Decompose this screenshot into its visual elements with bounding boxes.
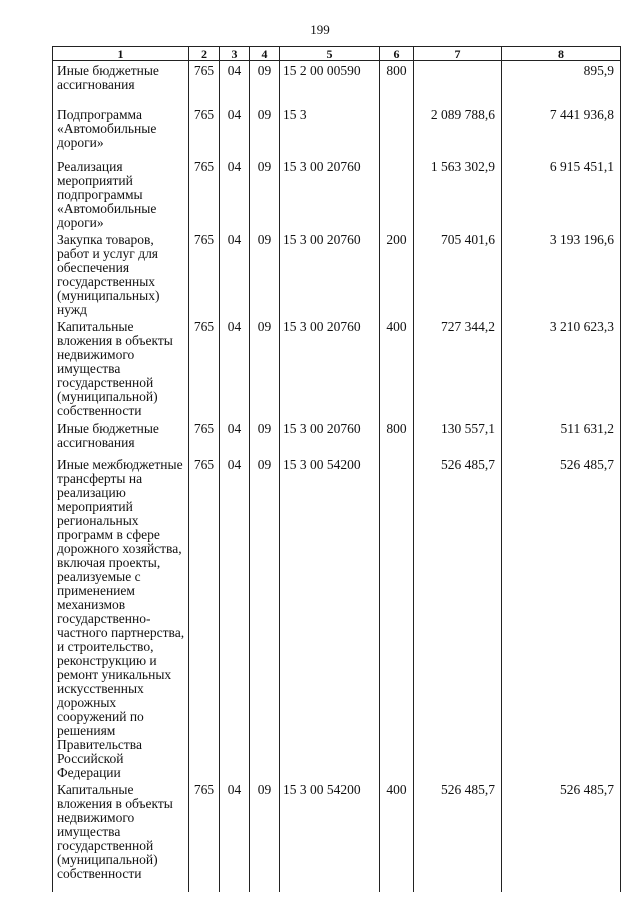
cell-col4: 09 [250, 61, 280, 105]
cell-col6 [380, 157, 414, 230]
row-name: Реализация мероприятий подпрограммы «Автомобильные дороги» [53, 157, 189, 230]
cell-col4: 09 [250, 419, 280, 455]
cell-col6: 800 [380, 419, 414, 455]
cell-col2: 765 [189, 105, 220, 157]
table-row [53, 157, 621, 230]
row-name: Закупка товаров, работ и услуг для обеспечения государственных (муниципальных) нужд [53, 230, 189, 317]
row-name: Иные бюджетные ассигнования [53, 419, 189, 455]
cell-col4: 09 [250, 157, 280, 230]
cell-col3: 04 [220, 780, 250, 892]
table-row [53, 419, 621, 455]
table-row [53, 780, 621, 892]
cell-col3: 04 [220, 230, 250, 317]
cell-col2: 765 [189, 230, 220, 317]
cell-col4: 09 [250, 780, 280, 892]
cell-col2: 765 [189, 419, 220, 455]
cell-col6: 400 [380, 317, 414, 419]
cell-col6 [380, 455, 414, 780]
cell-col7: 1 563 302,9 [414, 157, 502, 230]
cell-col2: 765 [189, 455, 220, 780]
cell-col5: 15 3 00 20760 [280, 419, 380, 455]
col-header-6: 6 [380, 47, 414, 61]
cell-col3: 04 [220, 317, 250, 419]
cell-col3: 04 [220, 157, 250, 230]
cell-col7: 526 485,7 [414, 455, 502, 780]
cell-col6: 800 [380, 61, 414, 105]
cell-col6: 200 [380, 230, 414, 317]
cell-col8: 6 915 451,1 [502, 157, 621, 230]
cell-col3: 04 [220, 105, 250, 157]
col-header-2: 2 [189, 47, 220, 61]
cell-col7: 526 485,7 [414, 780, 502, 892]
col-header-1: 1 [53, 47, 189, 61]
cell-col4: 09 [250, 317, 280, 419]
cell-col7: 727 344,2 [414, 317, 502, 419]
cell-col8: 895,9 [502, 61, 621, 105]
col-header-3: 3 [220, 47, 250, 61]
cell-col6 [380, 105, 414, 157]
col-header-7: 7 [414, 47, 502, 61]
cell-col5: 15 3 [280, 105, 380, 157]
table-row [53, 455, 621, 780]
cell-col8: 526 485,7 [502, 780, 621, 892]
col-header-5: 5 [280, 47, 380, 61]
row-name: Капитальные вложения в объекты недвижимого имущества государственной (муниципальной) собственности [53, 317, 189, 419]
cell-col3: 04 [220, 61, 250, 105]
page-number: 199 [310, 22, 330, 37]
cell-col2: 765 [189, 780, 220, 892]
row-name: Капитальные вложения в объекты недвижимого имущества государственной (муниципальной) собственности [53, 780, 189, 892]
cell-col3: 04 [220, 455, 250, 780]
cell-col8: 7 441 936,8 [502, 105, 621, 157]
cell-col5: 15 2 00 00590 [280, 61, 380, 105]
cell-col5: 15 3 00 20760 [280, 230, 380, 317]
cell-col2: 765 [189, 61, 220, 105]
cell-col6: 400 [380, 780, 414, 892]
cell-col5: 15 3 00 54200 [280, 455, 380, 780]
cell-col5: 15 3 00 54200 [280, 780, 380, 892]
cell-col7: 705 401,6 [414, 230, 502, 317]
budget-table [52, 46, 621, 892]
table-row [53, 61, 621, 105]
cell-col4: 09 [250, 105, 280, 157]
cell-col7: 2 089 788,6 [414, 105, 502, 157]
row-name: Иные межбюджетные трансферты на реализацию мероприятий региональных программ в сфере дорожного хозяйства, включая проекты, реализуемые с применением механизмов государственно-частного партнерства, и строительство, реконструкцию и ремонт уникальных искусственных дорожных сооружений по решениям Правительства Российской Федерации [53, 455, 189, 780]
table-row [53, 317, 621, 419]
cell-col8: 3 210 623,3 [502, 317, 621, 419]
cell-col8: 3 193 196,6 [502, 230, 621, 317]
cell-col2: 765 [189, 317, 220, 419]
cell-col3: 04 [220, 419, 250, 455]
col-header-4: 4 [250, 47, 280, 61]
table-header-row [53, 47, 621, 61]
cell-col8: 526 485,7 [502, 455, 621, 780]
row-name: Подпрограмма «Автомобильные дороги» [53, 105, 189, 157]
row-name: Иные бюджетные ассигнования [53, 61, 189, 105]
cell-col7: 130 557,1 [414, 419, 502, 455]
cell-col2: 765 [189, 157, 220, 230]
table-row [53, 105, 621, 157]
cell-col5: 15 3 00 20760 [280, 157, 380, 230]
cell-col5: 15 3 00 20760 [280, 317, 380, 419]
col-header-8: 8 [502, 47, 621, 61]
table-row [53, 230, 621, 317]
cell-col4: 09 [250, 230, 280, 317]
cell-col4: 09 [250, 455, 280, 780]
cell-col8: 511 631,2 [502, 419, 621, 455]
cell-col7 [414, 61, 502, 105]
